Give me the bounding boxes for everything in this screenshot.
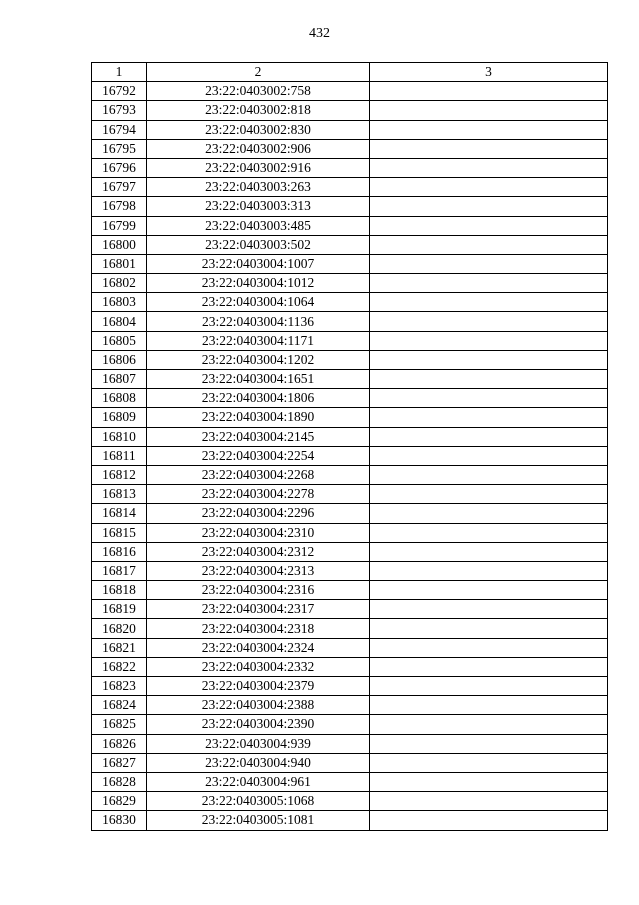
table-row: [92, 523, 608, 542]
cadastral-number-cell: 23:22:0403005:1081: [147, 811, 370, 830]
note-cell: [370, 677, 608, 696]
row-number-cell: 16819: [92, 600, 147, 619]
cadastral-number-cell: 23:22:0403004:2296: [147, 504, 370, 523]
note-cell: [370, 561, 608, 580]
row-number-cell: 16824: [92, 696, 147, 715]
note-cell: [370, 792, 608, 811]
note-cell: [370, 638, 608, 657]
table-row: [92, 408, 608, 427]
note-cell: [370, 216, 608, 235]
cadastral-number-cell: 23:22:0403004:2313: [147, 561, 370, 580]
note-cell: [370, 542, 608, 561]
row-number-cell: 16823: [92, 677, 147, 696]
row-number-cell: 16803: [92, 293, 147, 312]
row-number-cell: 16829: [92, 792, 147, 811]
table-row: [92, 619, 608, 638]
row-number-cell: 16826: [92, 734, 147, 753]
note-cell: [370, 715, 608, 734]
table-row: [92, 389, 608, 408]
table-row: [92, 638, 608, 657]
note-cell: [370, 139, 608, 158]
cadastral-number-cell: 23:22:0403004:2278: [147, 485, 370, 504]
note-cell: [370, 657, 608, 676]
row-number-cell: 16830: [92, 811, 147, 830]
row-number-cell: 16811: [92, 446, 147, 465]
row-number-cell: 16815: [92, 523, 147, 542]
note-cell: [370, 753, 608, 772]
cadastral-number-cell: 23:22:0403004:940: [147, 753, 370, 772]
cadastral-number-cell: 23:22:0403002:916: [147, 158, 370, 177]
row-number-cell: 16812: [92, 465, 147, 484]
note-cell: [370, 465, 608, 484]
cadastral-number-cell: 23:22:0403003:263: [147, 178, 370, 197]
row-number-cell: 16809: [92, 408, 147, 427]
data-table: [91, 62, 608, 831]
table-row: [92, 677, 608, 696]
note-cell: [370, 446, 608, 465]
note-cell: [370, 619, 608, 638]
row-number-cell: 16801: [92, 254, 147, 273]
table-row: [92, 331, 608, 350]
note-cell: [370, 101, 608, 120]
note-cell: [370, 120, 608, 139]
row-number-cell: 16796: [92, 158, 147, 177]
cadastral-number-cell: 23:22:0403004:961: [147, 772, 370, 791]
cadastral-number-cell: 23:22:0403002:818: [147, 101, 370, 120]
note-cell: [370, 235, 608, 254]
row-number-cell: 16828: [92, 772, 147, 791]
note-cell: [370, 274, 608, 293]
note-cell: [370, 485, 608, 504]
row-number-cell: 16825: [92, 715, 147, 734]
cadastral-number-cell: 23:22:0403004:2312: [147, 542, 370, 561]
table-row: [92, 465, 608, 484]
page-number: 432: [309, 26, 330, 41]
cadastral-number-cell: 23:22:0403004:1202: [147, 350, 370, 369]
cadastral-number-cell: 23:22:0403004:2254: [147, 446, 370, 465]
table-row: [92, 139, 608, 158]
table-row: [92, 542, 608, 561]
note-cell: [370, 734, 608, 753]
row-number-cell: 16792: [92, 82, 147, 101]
row-number-cell: 16818: [92, 581, 147, 600]
cadastral-number-cell: 23:22:0403004:1012: [147, 274, 370, 293]
note-cell: [370, 696, 608, 715]
cadastral-number-cell: 23:22:0403004:2268: [147, 465, 370, 484]
table-row: [92, 178, 608, 197]
cadastral-number-cell: 23:22:0403004:2390: [147, 715, 370, 734]
row-number-cell: 16816: [92, 542, 147, 561]
cadastral-number-cell: 23:22:0403004:2318: [147, 619, 370, 638]
table-row: [92, 427, 608, 446]
row-number-cell: 16793: [92, 101, 147, 120]
column-header-1: 1: [92, 63, 147, 82]
note-cell: [370, 293, 608, 312]
table-row: [92, 600, 608, 619]
row-number-cell: 16820: [92, 619, 147, 638]
table-row: [92, 350, 608, 369]
note-cell: [370, 158, 608, 177]
table-row: [92, 696, 608, 715]
cadastral-number-cell: 23:22:0403004:1806: [147, 389, 370, 408]
cadastral-number-cell: 23:22:0403004:2388: [147, 696, 370, 715]
cadastral-number-cell: 23:22:0403004:2332: [147, 657, 370, 676]
cadastral-number-cell: 23:22:0403005:1068: [147, 792, 370, 811]
row-number-cell: 16799: [92, 216, 147, 235]
row-number-cell: 16805: [92, 331, 147, 350]
cadastral-number-cell: 23:22:0403004:1651: [147, 370, 370, 389]
note-cell: [370, 772, 608, 791]
cadastral-number-cell: 23:22:0403004:2317: [147, 600, 370, 619]
table-row: [92, 158, 608, 177]
row-number-cell: 16800: [92, 235, 147, 254]
table-row: [92, 312, 608, 331]
note-cell: [370, 350, 608, 369]
table-row: [92, 216, 608, 235]
cadastral-number-cell: 23:22:0403003:313: [147, 197, 370, 216]
cadastral-number-cell: 23:22:0403004:2316: [147, 581, 370, 600]
table-row: [92, 254, 608, 273]
note-cell: [370, 197, 608, 216]
table-row: [92, 197, 608, 216]
cadastral-number-cell: 23:22:0403003:502: [147, 235, 370, 254]
note-cell: [370, 389, 608, 408]
table-row: [92, 82, 608, 101]
note-cell: [370, 82, 608, 101]
table-row: [92, 274, 608, 293]
table-body: [92, 82, 608, 830]
table-row: [92, 485, 608, 504]
row-number-cell: 16808: [92, 389, 147, 408]
note-cell: [370, 523, 608, 542]
note-cell: [370, 408, 608, 427]
table-row: [92, 581, 608, 600]
table-row: [92, 811, 608, 830]
table-row: [92, 235, 608, 254]
cadastral-number-cell: 23:22:0403003:485: [147, 216, 370, 235]
note-cell: [370, 581, 608, 600]
cadastral-number-cell: 23:22:0403004:1136: [147, 312, 370, 331]
table-row: [92, 715, 608, 734]
note-cell: [370, 331, 608, 350]
cadastral-number-cell: 23:22:0403004:2145: [147, 427, 370, 446]
row-number-cell: 16807: [92, 370, 147, 389]
cadastral-number-cell: 23:22:0403002:830: [147, 120, 370, 139]
table-header: [92, 63, 608, 82]
column-header-3: 3: [370, 63, 608, 82]
note-cell: [370, 178, 608, 197]
column-header-2: 2: [147, 63, 370, 82]
row-number-cell: 16797: [92, 178, 147, 197]
table-row: [92, 657, 608, 676]
header-row: [92, 63, 608, 82]
table-row: [92, 293, 608, 312]
table-row: [92, 734, 608, 753]
note-cell: [370, 427, 608, 446]
cadastral-number-cell: 23:22:0403002:758: [147, 82, 370, 101]
table-row: [92, 446, 608, 465]
cadastral-number-cell: 23:22:0403004:2324: [147, 638, 370, 657]
note-cell: [370, 811, 608, 830]
cadastral-number-cell: 23:22:0403004:1007: [147, 254, 370, 273]
note-cell: [370, 504, 608, 523]
cadastral-number-cell: 23:22:0403004:939: [147, 734, 370, 753]
row-number-cell: 16798: [92, 197, 147, 216]
row-number-cell: 16821: [92, 638, 147, 657]
row-number-cell: 16806: [92, 350, 147, 369]
cadastral-number-cell: 23:22:0403004:2379: [147, 677, 370, 696]
table-row: [92, 101, 608, 120]
row-number-cell: 16795: [92, 139, 147, 158]
row-number-cell: 16794: [92, 120, 147, 139]
cadastral-number-cell: 23:22:0403004:1064: [147, 293, 370, 312]
note-cell: [370, 370, 608, 389]
row-number-cell: 16827: [92, 753, 147, 772]
row-number-cell: 16802: [92, 274, 147, 293]
row-number-cell: 16810: [92, 427, 147, 446]
cadastral-number-cell: 23:22:0403004:2310: [147, 523, 370, 542]
table-row: [92, 561, 608, 580]
row-number-cell: 16813: [92, 485, 147, 504]
cadastral-number-cell: 23:22:0403004:1171: [147, 331, 370, 350]
row-number-cell: 16814: [92, 504, 147, 523]
row-number-cell: 16822: [92, 657, 147, 676]
table-row: [92, 120, 608, 139]
table-row: [92, 792, 608, 811]
row-number-cell: 16804: [92, 312, 147, 331]
row-number-cell: 16817: [92, 561, 147, 580]
cadastral-number-cell: 23:22:0403002:906: [147, 139, 370, 158]
table-row: [92, 370, 608, 389]
note-cell: [370, 312, 608, 331]
cadastral-number-cell: 23:22:0403004:1890: [147, 408, 370, 427]
table-row: [92, 753, 608, 772]
note-cell: [370, 254, 608, 273]
note-cell: [370, 600, 608, 619]
table-row: [92, 772, 608, 791]
table-row: [92, 504, 608, 523]
